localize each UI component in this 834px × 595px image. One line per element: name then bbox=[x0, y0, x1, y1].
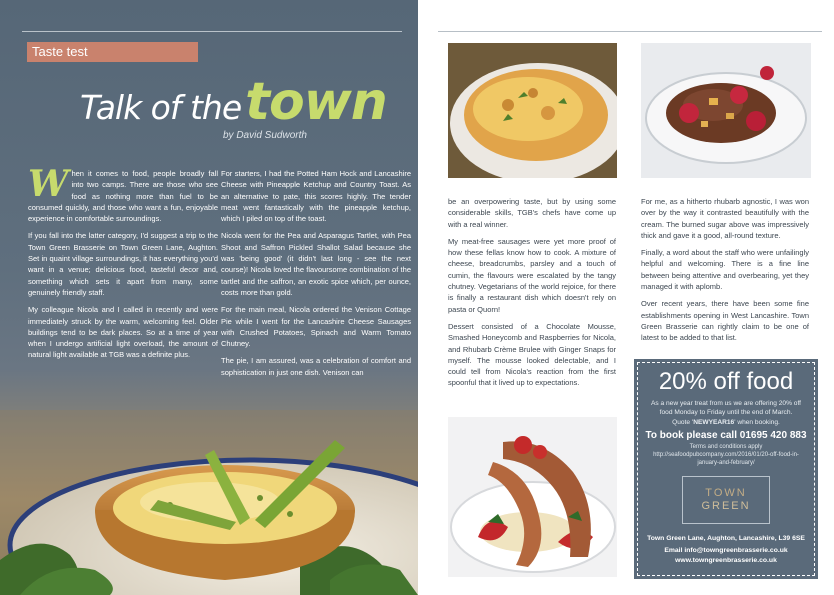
paragraph: For me, as a hitherto rhubarb agnostic, I was won over by the way it contrasted beautifully with the cream. The burned sugar above was impressively thick and gave it a good, all-round texture. bbox=[641, 197, 809, 240]
contact-email[interactable]: Email info@towngreenbrasserie.co.uk bbox=[664, 547, 788, 554]
terms-link[interactable]: Terms and conditions apply http://seafoodpubcompany.com/2016/01/20-off-food-in-january-and-february/ bbox=[653, 444, 799, 466]
article-column-4 bbox=[641, 196, 809, 350]
tartlet-photo bbox=[0, 410, 418, 595]
paragraph bbox=[28, 163, 218, 224]
article-column-1 bbox=[28, 163, 218, 367]
paragraph: For starters, I had the Potted Ham Hock and Lancashire Cheese with Pineapple Ketchup and Country Toast. As an alternative to pate, this scores highly. The tender meat went fantastically with the pineapple ketchup, which I piled on top of the toast. bbox=[221, 169, 411, 224]
paragraph: Nicola went for the Pea and Asparagus Tartlet, with Pea Shoot and Saffron Pickled Shallot Salad because she was 'being good' (it didn't last long - see the next course)! Nicola loved the flavoursome combination of the tartlet and the saffron, an exotic spice which, per ounce, costs more than gold. bbox=[221, 231, 411, 297]
article-column-3 bbox=[448, 196, 616, 395]
website-link[interactable]: www.towngreenbrasserie.co.uk bbox=[675, 557, 777, 564]
offer-box bbox=[637, 362, 815, 576]
town-green-logo bbox=[682, 476, 770, 524]
article-column-2 bbox=[221, 168, 411, 384]
booking-phone: To book please call 01695 420 883 bbox=[645, 430, 807, 441]
paragraph: Over recent years, there have been some fine establishments opening in West Lancashire. Town Green Brasserie can rightly claim to be one of latest to be added to that list. bbox=[641, 299, 809, 343]
chocolate-mousse-photo bbox=[641, 43, 811, 178]
offer-description: As a new year treat from us we are offering 20% off food Monday to Friday until the end of March. bbox=[650, 400, 802, 416]
paragraph: The pie, I am assured, was a celebration of comfort and sophistication in just one dish. Venison can bbox=[221, 356, 411, 377]
paragraph-text: hen it comes to food, people broadly fall into two camps. There are those who see food as nothing more than fuel to be consumed quickly, and those who want a fun, enjoyable experience in comfortable surroundings. bbox=[28, 169, 218, 224]
sausages-photo bbox=[448, 417, 617, 577]
logo-word-green: GREEN bbox=[701, 500, 751, 512]
offer-code-prefix: Quote ' bbox=[672, 419, 694, 426]
offer-headline: 20% off food bbox=[658, 368, 794, 395]
paragraph: My meat-free sausages were yet more proof of how these fellas know how to cook. A mixture of cheese, breadcrumbs, parsley and a touch of cumin, the flavours were escalated by the tangy chutney. Vegetarians of the world rejoice, for there is finally a restaurant dish which doesn't rely on pasta or Quorn! bbox=[448, 236, 616, 314]
cottage-pie-photo bbox=[448, 43, 617, 178]
top-rule bbox=[438, 31, 822, 32]
venue-address: Town Green Lane, Aughton, Lancashire, L39 6SE bbox=[647, 535, 805, 542]
offer-code-line bbox=[638, 418, 814, 427]
paragraph: My colleague Nicola and I called in recently and were immediately struck by the warm, welcoming feel. Older buildings tend to be dark places. So at a time of year when I undergo artificial light overload, the amount of natural light available at TGB was a definite plus. bbox=[28, 305, 218, 360]
headline bbox=[80, 72, 387, 132]
offer-code: NEWYEAR16 bbox=[693, 419, 735, 426]
headline-light: Talk of the bbox=[80, 88, 242, 127]
section-label: Taste test bbox=[27, 42, 198, 62]
paragraph: Dessert consisted of a Chocolate Mousse, Smashed Honeycomb and Raspberries for Nicola, and Rhubarb Crème Brulee with Ginger Snaps for myself. The mousse looked delectable, and I could tell from Nicola's reaction from the first spoonful that it lived up to expectations. bbox=[448, 321, 616, 388]
paragraph: For the main meal, Nicola ordered the Venison Cottage Pie while I went for the Lancashire Cheese Sausages with Crushed Potatoes, Spinach and Warm Tomato Chutney. bbox=[221, 305, 411, 349]
right-page bbox=[418, 0, 834, 595]
paragraph: If you fall into the latter category, I'd suggest a trip to the Town Green Brasserie on Town Green Lane, Aughton. Set in quaint village surroundings, it has everything you'd want in a venue; delicious food, tasteful decor and, something which sets it apart from many, some genuinely friendly staff. bbox=[28, 231, 218, 297]
headline-bold: town bbox=[245, 72, 387, 132]
paragraph: be an overpowering taste, but by using some considerable skills, TGB's chefs have come up with a real winner. bbox=[448, 197, 616, 229]
paragraph: Finally, a word about the staff who were unfailingly helpful and welcoming. There is a fine line between being attentive and overbearing, yet they managed it with aplomb. bbox=[641, 248, 809, 292]
drop-cap: W bbox=[28, 163, 69, 205]
offer-code-suffix: ' when booking. bbox=[734, 419, 780, 426]
byline: by David Sudworth bbox=[223, 130, 307, 141]
top-rule bbox=[22, 31, 402, 32]
logo-word-town: TOWN bbox=[705, 487, 747, 499]
